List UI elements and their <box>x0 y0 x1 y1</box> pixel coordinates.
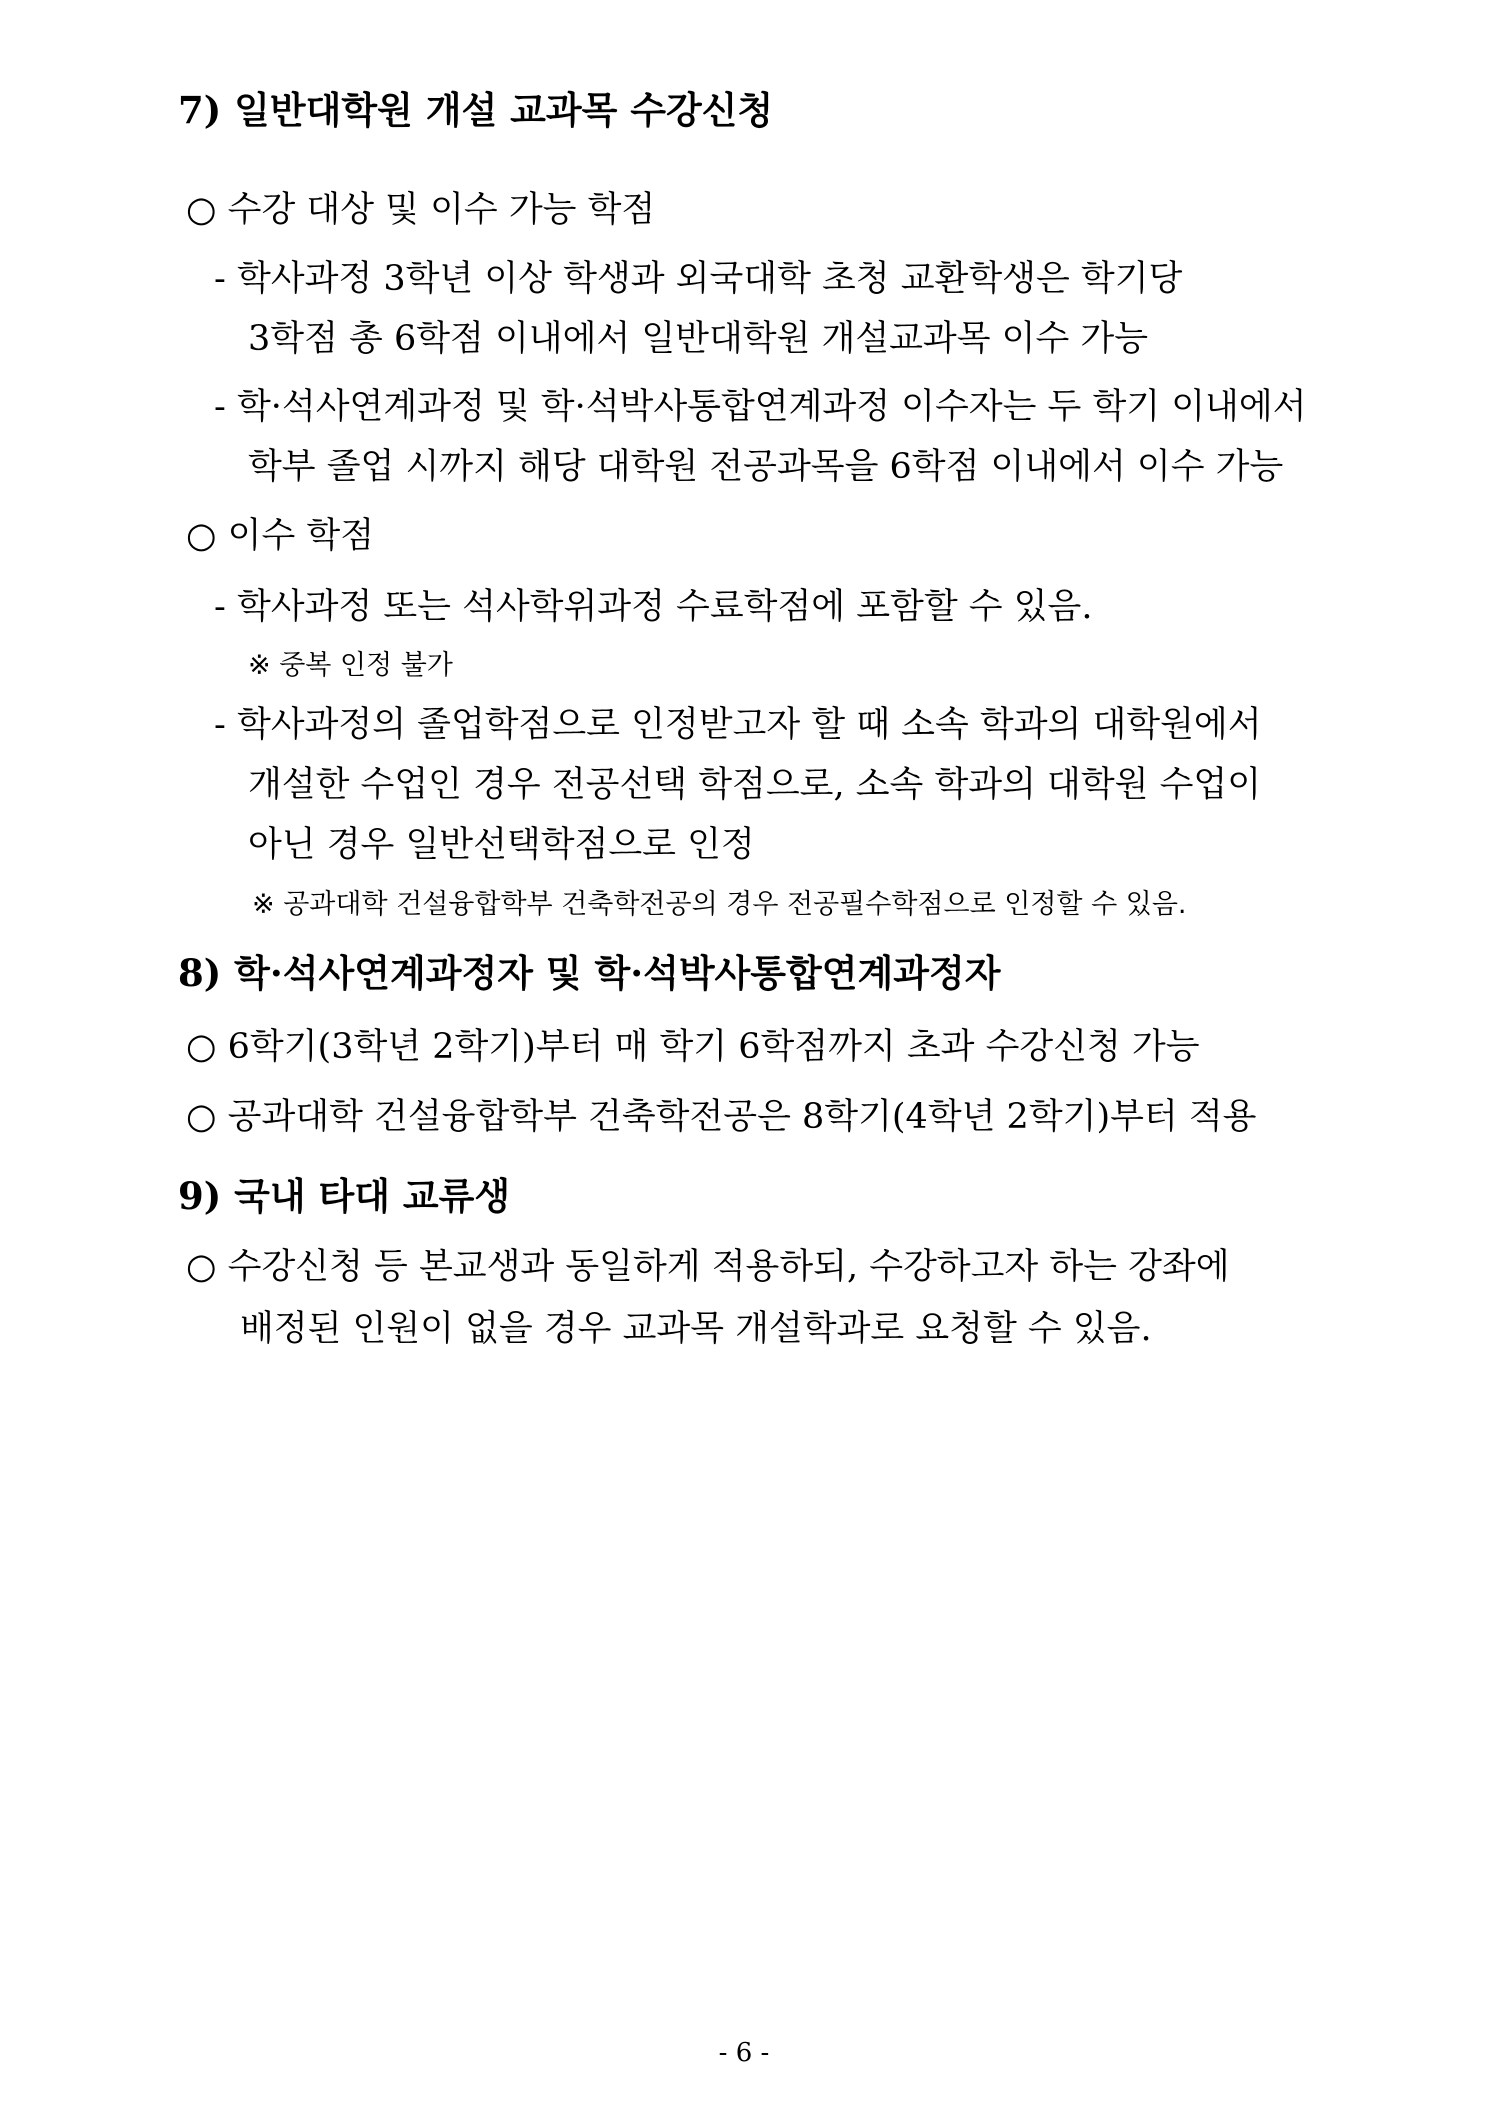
section-7-note-1: ※ 중복 인정 불가 <box>248 650 453 681</box>
section-9-bullet-line-1: ○ 수강신청 등 본교생과 동일하게 적용하되, 수강하고자 하는 강좌에 <box>186 1247 1230 1287</box>
section-9-bullet-line-2: 배정된 인원이 없을 경우 교과목 개설학과로 요청할 수 있음. <box>240 1309 1152 1349</box>
section-7-bullet-eligibility: ○ 수강 대상 및 이수 가능 학점 <box>186 190 656 230</box>
section-7-dash-1-line-2: 3학점 총 6학점 이내에서 일반대학원 개설교과목 이수 가능 <box>248 319 1149 359</box>
section-7-dash-4-line-1: - 학사과정의 졸업학점으로 인정받고자 할 때 소속 학과의 대학원에서 <box>214 705 1262 745</box>
section-8-bullet-2: ○ 공과대학 건설융합학부 건축학전공은 8학기(4학년 2학기)부터 적용 <box>186 1097 1257 1137</box>
section-7-dash-2-line-2: 학부 졸업 시까지 해당 대학원 전공과목을 6학점 이내에서 이수 가능 <box>248 447 1284 487</box>
section-7-title: 7) 일반대학원 개설 교과목 수강신청 <box>178 88 774 132</box>
section-9-title: 9) 국내 타대 교류생 <box>178 1174 511 1218</box>
section-8-bullet-1: ○ 6학기(3학년 2학기)부터 매 학기 6학점까지 초과 수강신청 가능 <box>186 1027 1200 1067</box>
section-7-dash-4-line-3: 아닌 경우 일반선택학점으로 인정 <box>248 825 755 865</box>
page-number: - 6 - <box>718 2038 770 2068</box>
section-7-dash-2-line-1: - 학·석사연계과정 및 학·석박사통합연계과정 이수자는 두 학기 이내에서 <box>214 387 1307 427</box>
section-7-bullet-credits: ○ 이수 학점 <box>186 516 375 556</box>
section-7-note-2: ※ 공과대학 건설융합학부 건축학전공의 경우 전공필수학점으로 인정할 수 있음. <box>252 889 1187 920</box>
section-8-title: 8) 학·석사연계과정자 및 학·석박사통합연계과정자 <box>178 951 1001 995</box>
section-7-dash-3: - 학사과정 또는 석사학위과정 수료학점에 포함할 수 있음. <box>214 587 1093 627</box>
section-7-dash-1-line-1: - 학사과정 3학년 이상 학생과 외국대학 초청 교환학생은 학기당 <box>214 259 1183 299</box>
section-7-dash-4-line-2: 개설한 수업인 경우 전공선택 학점으로, 소속 학과의 대학원 수업이 <box>248 765 1262 805</box>
